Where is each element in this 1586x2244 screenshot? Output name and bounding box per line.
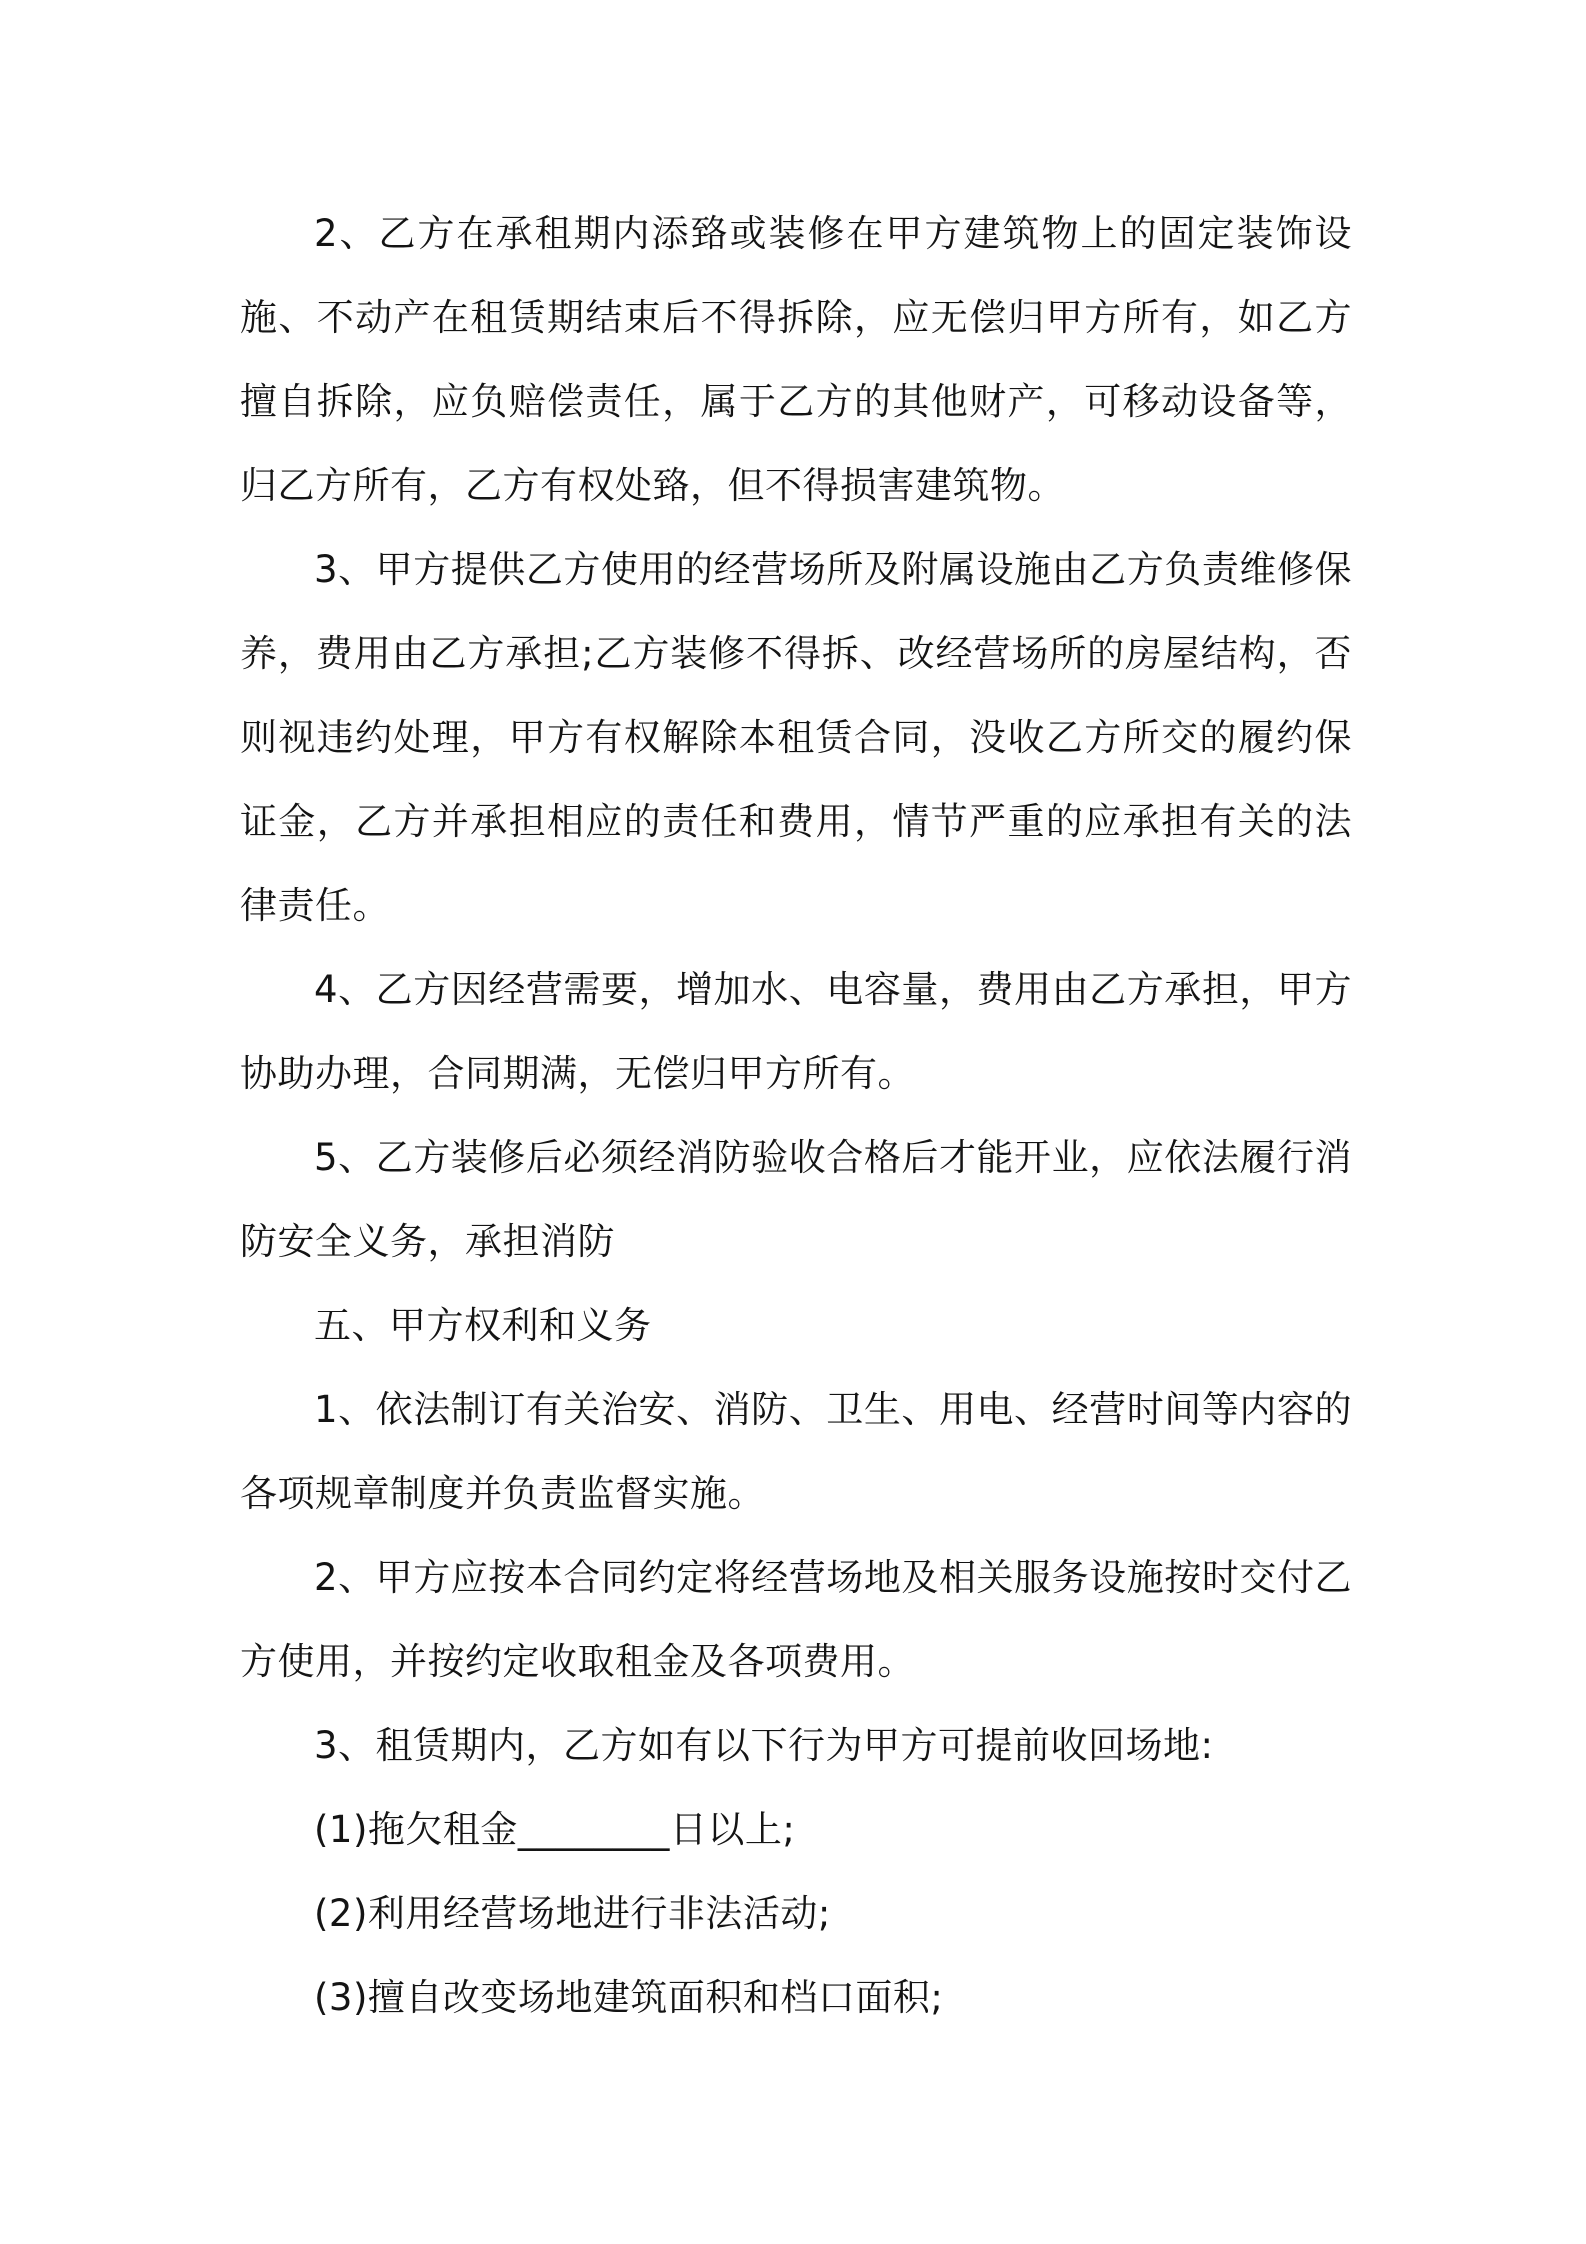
paragraph-clause-4: 4、乙方因经营需要，增加水、电容量，费用由乙方承担，甲方协助办理，合同期满，无偿归甲方所有。	[240, 968, 1352, 1095]
paragraph-clause-5: 5、乙方装修后必须经消防验收合格后才能开业，应依法履行消防安全义务，承担消防	[240, 1136, 1352, 1263]
paragraph-a-clause-3: 3、租赁期内，乙方如有以下行为甲方可提前收回场地:	[314, 1724, 1214, 1767]
paragraph-a-clause-2: 2、甲方应按本合同约定将经营场地及相关服务设施按时交付乙方使用，并按约定收取租金及各项费用。	[240, 1556, 1352, 1683]
paragraph-a-clause-1: 1、依法制订有关治安、消防、卫生、用电、经营时间等内容的各项规章制度并负责监督实施。	[240, 1388, 1352, 1515]
paragraph-clause-3: 3、甲方提供乙方使用的经营场所及附属设施由乙方负责维修保养，费用由乙方承担;乙方装修不得拆、改经营场所的房屋结构，否则视违约处理，甲方有权解除本租赁合同，没收乙方所交的履约保证金，乙方并承担相应的责任和费用，情节严重的应承担有关的法律责任。	[240, 548, 1352, 927]
list-item-2: (2)利用经营场地进行非法活动;	[314, 1892, 831, 1935]
list-item-1: (1)拖欠租金________日以上;	[314, 1808, 796, 1851]
paragraph-clause-2: 2、乙方在承租期内添臵或装修在甲方建筑物上的固定装饰设施、不动产在租赁期结束后不得拆除，应无偿归甲方所有，如乙方擅自拆除，应负赔偿责任，属于乙方的其他财产，可移动设备等，归乙方所有，乙方有权处臵，但不得损害建筑物。	[240, 212, 1352, 507]
document-body	[240, 192, 1352, 2040]
section-heading-party-a-rights: 五、甲方权利和义务	[314, 1304, 652, 1347]
list-item-3: (3)擅自改变场地建筑面积和档口面积;	[314, 1976, 944, 2019]
